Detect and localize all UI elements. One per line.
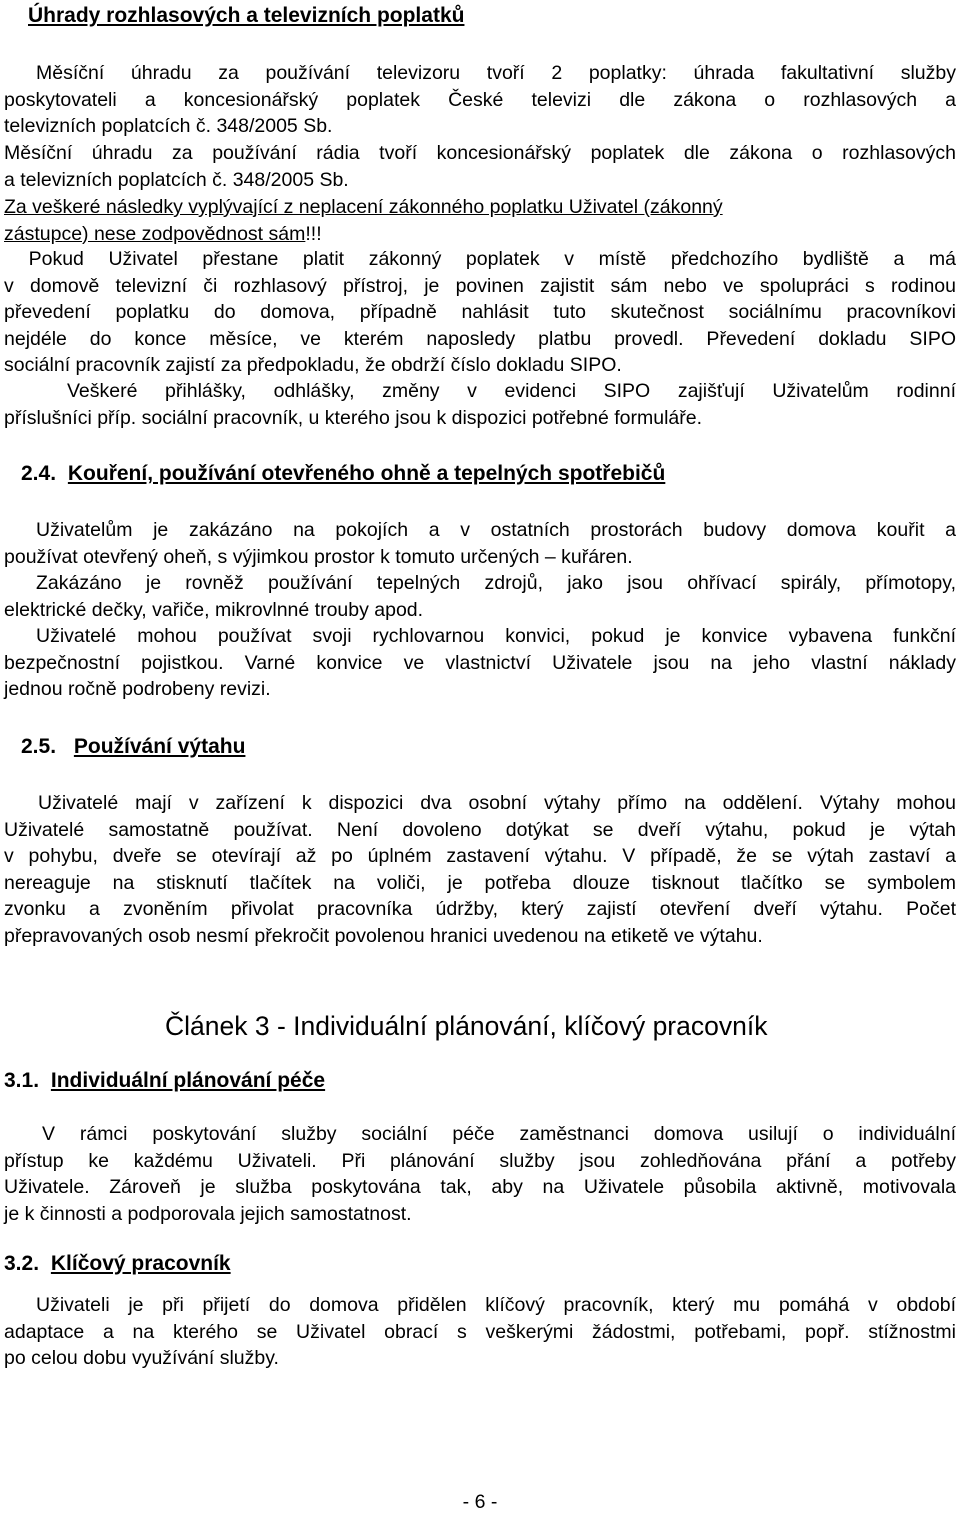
- responsibility-emphasis: zástupce) nese zodpovědnost sám: [4, 222, 306, 245]
- paragraph-line: je k činnosti a podporovala jejich samostatnost.: [4, 1202, 412, 1225]
- chapter-title: Článek 3 - Individuální plánování, klíčový pracovník: [165, 1011, 768, 1041]
- page-number: - 6 -: [462, 1491, 498, 1513]
- section-title: Kouření, používání otevřeného ohně a tepelných spotřebičů: [67, 462, 666, 485]
- paragraph-line: V rámci poskytování služby sociální péče zaměstnanci domova usilují o individuální: [42, 1123, 956, 1145]
- paragraph-line: Veškeré přihlášky, odhlášky, změny v evidenci SIPO zajišťují Uživatelům rodinní: [67, 380, 956, 402]
- paragraph-line: elektrické dečky, vařiče, mikrovlnné trouby apod.: [4, 598, 424, 621]
- section-heading-3-2: [4, 1251, 231, 1277]
- section-heading-2-4: [21, 461, 665, 487]
- paragraph-line: poskytovateli a koncesionářský poplatek České televizi dle zákona o rozhlasových a: [4, 88, 956, 111]
- sipo-paragraph: [4, 378, 956, 431]
- paragraph-line: Uživatelům je zakázáno na pokojích a v ostatních prostorách budovy domova kouřit a: [36, 519, 956, 541]
- section-heading-2-5: [21, 734, 245, 760]
- section-title: Klíčový pracovník: [50, 1252, 231, 1275]
- paragraph-line: přístup ke každému Uživateli. Při plánování služby jsou zohledňována přání a potřeby: [4, 1149, 956, 1172]
- paragraph-line: po celou dobu využívání služby.: [4, 1347, 279, 1369]
- paragraph-line: adaptace a na kterého se Uživatel obrací s veškerými žádostmi, potřebami, popř. stížnostmi: [4, 1320, 956, 1343]
- paragraph-line: používat otevřený oheň, s výjimkou prostor k tomuto určených – kuřáren.: [4, 545, 633, 568]
- paragraph-line: a televizních poplatcích č. 348/2005 Sb.: [4, 168, 349, 191]
- paragraph-line: Uživateli je při přijetí do domova přidělen klíčový pracovník, který mu pomáhá v období: [36, 1294, 956, 1316]
- section-number: 3.2.: [4, 1252, 40, 1275]
- individual-planning-paragraph: [4, 1121, 956, 1227]
- paragraph-line: Zakázáno je rovněž používání tepelných zdrojů, jako jsou ohřívací spirály, přímotopy,: [36, 572, 956, 594]
- section-number: 3.1.: [4, 1069, 40, 1092]
- paragraph-line: televizních poplatcích č. 348/2005 Sb.: [4, 115, 333, 137]
- section-number: 2.4.: [21, 462, 57, 485]
- section-heading-3-1: [4, 1068, 325, 1094]
- paragraph-line: sociální pracovník zajistí za předpokladu, že obdrží číslo dokladu SIPO.: [4, 354, 622, 376]
- paragraph-line: příslušníci příp. sociální pracovník, u kterého jsou k dispozici potřebné formuláře.: [4, 406, 703, 429]
- page-title: Úhrady rozhlasových a televizních poplatků: [28, 4, 465, 27]
- paragraph-line: Pokud Uživatel přestane platit zákonný poplatek v místě předchozího bydliště a má: [4, 248, 956, 270]
- smoking-paragraph: [4, 517, 956, 570]
- paragraph-line: převedení poplatku do domova, případně nahlásit tuto skutečnost sociálnímu pracovníkovi: [4, 301, 956, 323]
- section-number: 2.5.: [21, 735, 57, 758]
- paragraph-line: Uživatelé mají v zařízení k dispozici dva osobní výtahy přímo na oddělení. Výtahy mohou: [38, 792, 956, 814]
- paragraph-line: Měsíční úhradu za používání televizoru tvoří 2 poplatky: úhrada fakultativní služby: [36, 62, 956, 84]
- kettle-paragraph: [4, 623, 956, 703]
- paragraph-line: Uživatele. Zároveň je služba poskytována tak, aby na Uživatele působila aktivně, motivovala: [4, 1176, 956, 1198]
- paragraph-line: bezpečnostní pojistkou. Varné konvice ve vlastnictví Uživatele jsou na jeho vlastní náklady: [4, 651, 956, 674]
- paragraph-line: v domově televizní či rozhlasový přístroj, je povinen zajistit sám nebo ve spolupráci s rodinou: [4, 274, 956, 297]
- relocation-paragraph: [4, 246, 956, 379]
- paragraph-line: Uživatelé mohou používat svoji rychlovarnou konvici, pokud je konvice vybavena funkční: [36, 625, 956, 647]
- paragraph-line: Uživatelé samostatně používat. Není dovoleno dotýkat se dveří výtahu, pokud je výtah: [4, 818, 956, 841]
- paragraph-line: nejdéle do konce měsíce, ve kterém naposledy platbu provedl. Převedení dokladu SIPO: [4, 327, 956, 350]
- heaters-paragraph: [4, 570, 956, 623]
- section-title: Individuální plánování péče: [50, 1069, 326, 1092]
- paragraph-line: jednou ročně podrobeny revizi.: [4, 678, 271, 700]
- responsibility-line: Za veškeré následky vyplývající z neplacení zákonného poplatku Uživatel (zákonný: [4, 196, 723, 218]
- paragraph-line: zvonku a zvoněním přivolat pracovníka údržby, který zajistí otevření dveří výtahu. Počet: [4, 898, 956, 920]
- responsibility-notice: [4, 194, 956, 247]
- elevator-paragraph: [4, 790, 956, 949]
- radio-fee-paragraph: [4, 140, 956, 193]
- paragraph-line: Měsíční úhradu za používání rádia tvoří koncesionářský poplatek dle zákona o rozhlasových: [4, 142, 956, 164]
- paragraph-line: přepravovaných osob nesmí překročit povolenou hranici uvedenou na etiketě ve výtahu.: [4, 924, 763, 947]
- tv-fee-paragraph: [4, 60, 956, 140]
- section-title: Používání výtahu: [73, 735, 246, 758]
- paragraph-line: nereaguje na stisknutí tlačítek na voliči, je potřeba dlouze tisknout tlačítko se symbolem: [4, 871, 956, 894]
- paragraph-line: v pohybu, dveře se otevírají až po úplném zastavení výtahu. V případě, že se výtah zastaví a: [4, 845, 956, 867]
- key-worker-paragraph: [4, 1292, 956, 1372]
- exclamation: !!!: [305, 222, 322, 245]
